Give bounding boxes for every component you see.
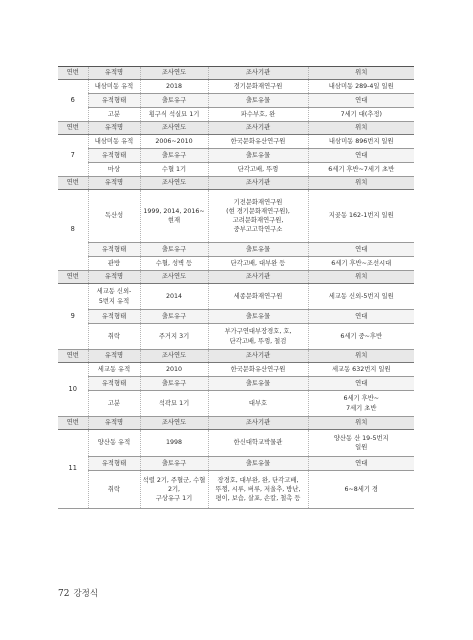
table-header-row <box>58 417 414 430</box>
header-loc: 위치 <box>308 122 414 135</box>
subheader-find: 출토유물 <box>208 457 308 471</box>
subheader-row <box>58 457 414 471</box>
site-name-line: 세교동 신외- <box>96 288 132 296</box>
site-type: 고분 <box>88 108 140 122</box>
header-name: 유적명 <box>88 271 140 284</box>
site-find-line: 단각고배, 뚜껑, 철검 <box>229 337 287 345</box>
subheader-relic: 출토유구 <box>140 94 208 108</box>
site-row <box>58 135 414 149</box>
site-era-line: 7세기 초반 <box>346 404 377 412</box>
site-era <box>308 391 414 417</box>
site-type: 취락 <box>88 324 140 350</box>
running-title: 강정식 <box>73 589 99 599</box>
site-relic: 주거지 3기 <box>140 324 208 350</box>
header-year: 조사연도 <box>140 350 208 363</box>
site-name <box>88 284 140 310</box>
site-find <box>208 324 308 350</box>
site-era: 6~8세기 경 <box>308 471 414 509</box>
header-no: 연번 <box>58 350 88 363</box>
site-find: 대부호 <box>208 391 308 417</box>
subheader-find: 출토유물 <box>208 377 308 391</box>
header-no: 연번 <box>58 177 88 190</box>
header-org: 조사기관 <box>208 271 308 284</box>
subheader-find: 출토유물 <box>208 310 308 324</box>
site-detail-row <box>58 108 414 122</box>
site-detail-row <box>58 324 414 350</box>
header-name: 유적명 <box>88 350 140 363</box>
site-org-line: 기전문화재연구원 <box>233 198 283 206</box>
site-find-line: 뚜껑, 시루, 버루, 저울추, 방난, <box>215 485 301 493</box>
header-year: 조사연도 <box>140 417 208 430</box>
site-name: 세교동 유적 <box>88 363 140 377</box>
site-find: 단각고배, 대부완 등 <box>208 257 308 271</box>
header-name: 유적명 <box>88 122 140 135</box>
header-year: 조사연도 <box>140 271 208 284</box>
subheader-relic: 출토유구 <box>140 457 208 471</box>
site-org-line: (현 경기문화재연구원), <box>226 207 290 215</box>
site-detail-row <box>58 163 414 177</box>
site-find-line: 장경호, 대부완, 완, 단각고배, <box>217 476 299 484</box>
site-row <box>58 80 414 94</box>
site-year: 2006~2010 <box>140 135 208 149</box>
subheader-row <box>58 377 414 391</box>
site-name: 내삼미동 유적 <box>88 80 140 94</box>
table-header-row <box>58 271 414 284</box>
subheader-row <box>58 243 414 257</box>
table-header-row <box>58 67 414 80</box>
site-name: 독산성 <box>88 190 140 243</box>
subheader-era: 연대 <box>308 457 414 471</box>
site-number: 11 <box>58 430 88 509</box>
header-no: 연번 <box>58 417 88 430</box>
site-row <box>58 430 414 457</box>
site-number: 6 <box>58 80 88 122</box>
header-no: 연번 <box>58 67 88 80</box>
header-no: 연번 <box>58 122 88 135</box>
site-loc-line: 일원 <box>355 444 368 451</box>
header-loc: 위치 <box>308 350 414 363</box>
site-year: 2010 <box>140 363 208 377</box>
subheader-type: 유적형태 <box>88 457 140 471</box>
site-detail-row <box>58 257 414 271</box>
site-org: 세종문화재연구원 <box>208 284 308 310</box>
page-number: 72 <box>58 589 70 599</box>
site-loc: 내삼미동 289-4일 일원 <box>308 80 414 94</box>
site-era: 6세기 후반~7세기 초반 <box>308 163 414 177</box>
header-name: 유적명 <box>88 417 140 430</box>
site-org-line: 고려문화재연구원, <box>232 217 284 224</box>
site-find: 단각고배, 뚜껑 <box>208 163 308 177</box>
site-year: 1998 <box>140 430 208 457</box>
site-relic: 수혈 1기 <box>140 163 208 177</box>
site-number: 9 <box>58 284 88 350</box>
page-footer <box>58 587 98 599</box>
site-org <box>208 190 308 243</box>
site-org: 경기문화재연구원 <box>208 80 308 94</box>
site-relic-line: 구상유구 1기 <box>155 495 193 503</box>
header-loc: 위치 <box>308 417 414 430</box>
site-find-line: 평이, 보습, 살포, 손칼, 철촉 등 <box>215 495 301 503</box>
site-org: 한국문화유산연구원 <box>208 363 308 377</box>
subheader-row <box>58 149 414 163</box>
site-era: 7세기 대(추정) <box>308 108 414 122</box>
subheader-find: 출토유물 <box>208 243 308 257</box>
header-year: 조사연도 <box>140 67 208 80</box>
header-loc: 위치 <box>308 67 414 80</box>
header-org: 조사기관 <box>208 350 308 363</box>
header-org: 조사기관 <box>208 67 308 80</box>
subheader-era: 연대 <box>308 243 414 257</box>
subheader-era: 연대 <box>308 377 414 391</box>
site-name-line: 5번지 유적 <box>98 297 130 305</box>
header-org: 조사기관 <box>208 177 308 190</box>
site-type: 관방 <box>88 257 140 271</box>
site-org: 한신대학교박물관 <box>208 430 308 457</box>
subheader-type: 유적형태 <box>88 377 140 391</box>
site-relic: 수혈, 성벽 등 <box>140 257 208 271</box>
subheader-relic: 출토유구 <box>140 149 208 163</box>
site-row <box>58 284 414 310</box>
site-relic <box>140 471 208 509</box>
site-relic-line: 석렬 2기, 주혈군, 수혈 2기, <box>142 476 206 493</box>
site-number: 8 <box>58 190 88 271</box>
site-year: 1999, 2014, 2016~현재 <box>140 190 208 243</box>
table-header-row <box>58 350 414 363</box>
site-find-line: 부가구연대부장경호, 호, <box>224 328 292 336</box>
site-era-line: 6세기 후반~ <box>343 395 380 403</box>
header-org: 조사기관 <box>208 417 308 430</box>
subheader-relic: 출토유구 <box>140 243 208 257</box>
site-relic: 석곽묘 1기 <box>140 391 208 417</box>
subheader-row <box>58 94 414 108</box>
subheader-type: 유적형태 <box>88 94 140 108</box>
site-loc-line: 양산동 산 19-5번지 <box>333 434 389 442</box>
site-name: 내삼미동 유적 <box>88 135 140 149</box>
site-detail-row <box>58 471 414 509</box>
subheader-type: 유적형태 <box>88 310 140 324</box>
subheader-era: 연대 <box>308 149 414 163</box>
header-year: 조사연도 <box>140 122 208 135</box>
site-year: 2014 <box>140 284 208 310</box>
header-loc: 위치 <box>308 271 414 284</box>
site-row <box>58 363 414 377</box>
site-loc: 지곶동 162-1번지 일원 <box>308 190 414 243</box>
site-find <box>208 471 308 509</box>
header-no: 연번 <box>58 271 88 284</box>
site-loc: 세교동 632번지 일원 <box>308 363 414 377</box>
subheader-relic: 출토유구 <box>140 310 208 324</box>
site-relic: 횡구식 석실묘 1기 <box>140 108 208 122</box>
subheader-type: 유적형태 <box>88 149 140 163</box>
subheader-row <box>58 310 414 324</box>
header-name: 유적명 <box>88 67 140 80</box>
site-find: 파수부호, 완 <box>208 108 308 122</box>
site-detail-row <box>58 391 414 417</box>
site-org-line: 중부고고학연구소 <box>233 226 283 234</box>
site-type: 취락 <box>88 471 140 509</box>
site-era: 6세기 후반~조선시대 <box>308 257 414 271</box>
header-org: 조사기관 <box>208 122 308 135</box>
table-header-row <box>58 122 414 135</box>
subheader-relic: 출토유구 <box>140 377 208 391</box>
header-loc: 위치 <box>308 177 414 190</box>
table-header-row <box>58 177 414 190</box>
site-loc <box>308 430 414 457</box>
site-name: 양산동 유적 <box>88 430 140 457</box>
header-name: 유적명 <box>88 177 140 190</box>
header-year: 조사연도 <box>140 177 208 190</box>
site-type: 마상 <box>88 163 140 177</box>
subheader-find: 출토유물 <box>208 94 308 108</box>
site-type: 고분 <box>88 391 140 417</box>
site-org: 한국문화유산연구원 <box>208 135 308 149</box>
site-number: 7 <box>58 135 88 177</box>
site-year: 2018 <box>140 80 208 94</box>
site-era: 6세기 중~후반 <box>308 324 414 350</box>
subheader-era: 연대 <box>308 310 414 324</box>
site-loc: 내삼미동 896번지 일원 <box>308 135 414 149</box>
subheader-find: 출토유물 <box>208 149 308 163</box>
subheader-era: 연대 <box>308 94 414 108</box>
site-loc: 세교동 신외-5번지 일원 <box>308 284 414 310</box>
survey-table <box>58 66 414 509</box>
site-row <box>58 190 414 243</box>
site-number: 10 <box>58 363 88 417</box>
subheader-type: 유적형태 <box>88 243 140 257</box>
